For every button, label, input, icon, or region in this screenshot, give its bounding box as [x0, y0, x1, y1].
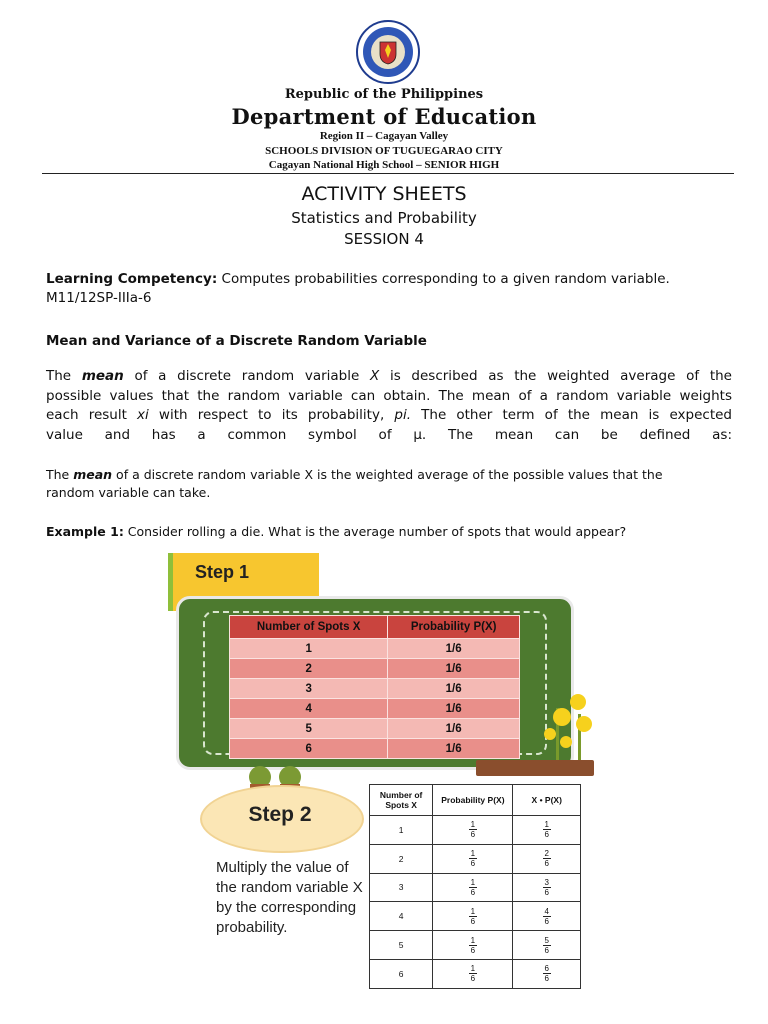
- shelf: [476, 760, 594, 776]
- mean-paragraph: [46, 367, 732, 445]
- competency-label: Learning Competency:: [46, 271, 218, 287]
- section-title: Mean and Variance of a Discrete Random Variable: [46, 333, 427, 349]
- product-cell: [513, 959, 581, 988]
- page-title: ACTIVITY SHEETS: [301, 183, 467, 205]
- spots-cell: 4: [230, 699, 388, 719]
- mean-line-3: each result xi with respect to its probability, pi. The other term of the mean is expected: [46, 407, 732, 423]
- spots-cell: 3: [230, 679, 388, 699]
- flower-icon: [576, 716, 592, 732]
- product-cell: [513, 931, 581, 960]
- example-label: Example 1:: [46, 524, 124, 539]
- product-fraction: $\frac{3}{6}$: [544, 877, 549, 897]
- table-row: [370, 959, 581, 988]
- probability-fraction: $\frac{1}{6}$: [470, 964, 476, 984]
- mean-line-1: The mean of a discrete random variable X is described as the weighted average of the: [46, 368, 732, 384]
- probability-fraction: $\frac{1}{6}$: [470, 849, 476, 869]
- step2-table: [369, 784, 581, 989]
- probability-cell: 1/6: [388, 699, 520, 719]
- table-row: [230, 639, 520, 659]
- example-text: Consider rolling a die. What is the average number of spots that would appear?: [123, 524, 627, 539]
- region-line: Region II – Cagayan Valley: [319, 130, 449, 142]
- session-title: SESSION 4: [344, 230, 424, 248]
- mean-definition: The mean of a discrete random variable X is the weighted average of the possible values that the random variable can take.: [46, 467, 663, 500]
- header-divider: [42, 173, 734, 174]
- product-fraction: $\frac{4}{6}$: [544, 906, 549, 926]
- spots-cell: 4: [370, 902, 433, 931]
- subject-title: Statistics and Probability: [291, 209, 477, 227]
- deped-seal-icon: [356, 20, 420, 84]
- probability-cell: 1/6: [388, 679, 520, 699]
- spots-cell: 3: [370, 873, 433, 902]
- product-fraction: $\frac{2}{6}$: [544, 849, 549, 869]
- probability-cell: 1/6: [388, 639, 520, 659]
- table-row: [370, 844, 581, 873]
- department-heading: Department of Education: [231, 104, 537, 129]
- step1-board: [176, 596, 574, 770]
- competency-code: M11/12SP-IIIa-6: [46, 290, 152, 306]
- table-row: [370, 931, 581, 960]
- probability-fraction: $\frac{1}{6}$: [470, 906, 476, 926]
- learning-competency: [46, 270, 732, 289]
- probability-fraction: $\frac{1}{6}$: [470, 877, 476, 897]
- step1-header-x: Number of Spots X: [230, 616, 388, 639]
- product-cell: [513, 873, 581, 902]
- probability-cell: [433, 931, 513, 960]
- table-row: [370, 816, 581, 845]
- product-fraction: $\frac{1}{6}$: [544, 820, 549, 840]
- product-cell: [513, 844, 581, 873]
- spots-cell: 2: [230, 659, 388, 679]
- step1-label: Step 1: [195, 562, 250, 582]
- division-line: SCHOOLS DIVISION OF TUGUEGARAO CITY: [265, 145, 503, 157]
- flower-icon: [570, 694, 586, 710]
- step1-table: [229, 615, 520, 759]
- table-row: [230, 659, 520, 679]
- step2-label: Step 2: [248, 803, 312, 826]
- step2-instruction: Multiply the value of the random variable X by the corresponding probability.: [216, 859, 363, 936]
- spots-cell: 6: [230, 739, 388, 759]
- mean-line-4: value and has a common symbol of μ. The mean can be defined as:: [46, 426, 732, 443]
- table-row: [230, 679, 520, 699]
- spots-cell: 2: [370, 844, 433, 873]
- table-row: [370, 902, 581, 931]
- step2-header-xp: X • P(X): [513, 785, 581, 816]
- probability-cell: [433, 959, 513, 988]
- product-cell: [513, 816, 581, 845]
- product-fraction: $\frac{6}{6}$: [544, 964, 549, 984]
- spots-cell: 1: [230, 639, 388, 659]
- probability-cell: [433, 816, 513, 845]
- probability-cell: [433, 902, 513, 931]
- flower-icon: [553, 708, 571, 726]
- product-cell: [513, 902, 581, 931]
- probability-fraction: $\frac{1}{6}$: [470, 935, 476, 955]
- spots-cell: 6: [370, 959, 433, 988]
- spots-cell: 1: [370, 816, 433, 845]
- step1-header-p: Probability P(X): [388, 616, 520, 639]
- mean-line-2: possible values that the random variable can obtain. The mean of a random variable weights: [46, 387, 732, 404]
- probability-cell: 1/6: [388, 659, 520, 679]
- probability-cell: [433, 873, 513, 902]
- flower-icon: [544, 728, 556, 740]
- probability-fraction: $\frac{1}{6}$: [470, 820, 476, 840]
- flower-icon: [560, 736, 572, 748]
- table-row: [230, 699, 520, 719]
- probability-cell: 1/6: [388, 739, 520, 759]
- table-row: [230, 739, 520, 759]
- probability-cell: 1/6: [388, 719, 520, 739]
- probability-cell: [433, 844, 513, 873]
- example-1: [46, 522, 732, 541]
- school-line: Cagayan National High School – SENIOR HIGH: [268, 159, 500, 171]
- step2-header-p: Probability P(X): [433, 785, 513, 816]
- competency-text: Computes probabilities corresponding to a given random variable.: [217, 271, 670, 287]
- product-fraction: $\frac{5}{6}$: [544, 935, 549, 955]
- spots-cell: 5: [370, 931, 433, 960]
- republic-heading: Republic of the Philippines: [284, 87, 484, 102]
- table-row: [230, 719, 520, 739]
- table-row: [370, 873, 581, 902]
- spots-cell: 5: [230, 719, 388, 739]
- step2-header-x: Number of Spots X: [370, 785, 433, 816]
